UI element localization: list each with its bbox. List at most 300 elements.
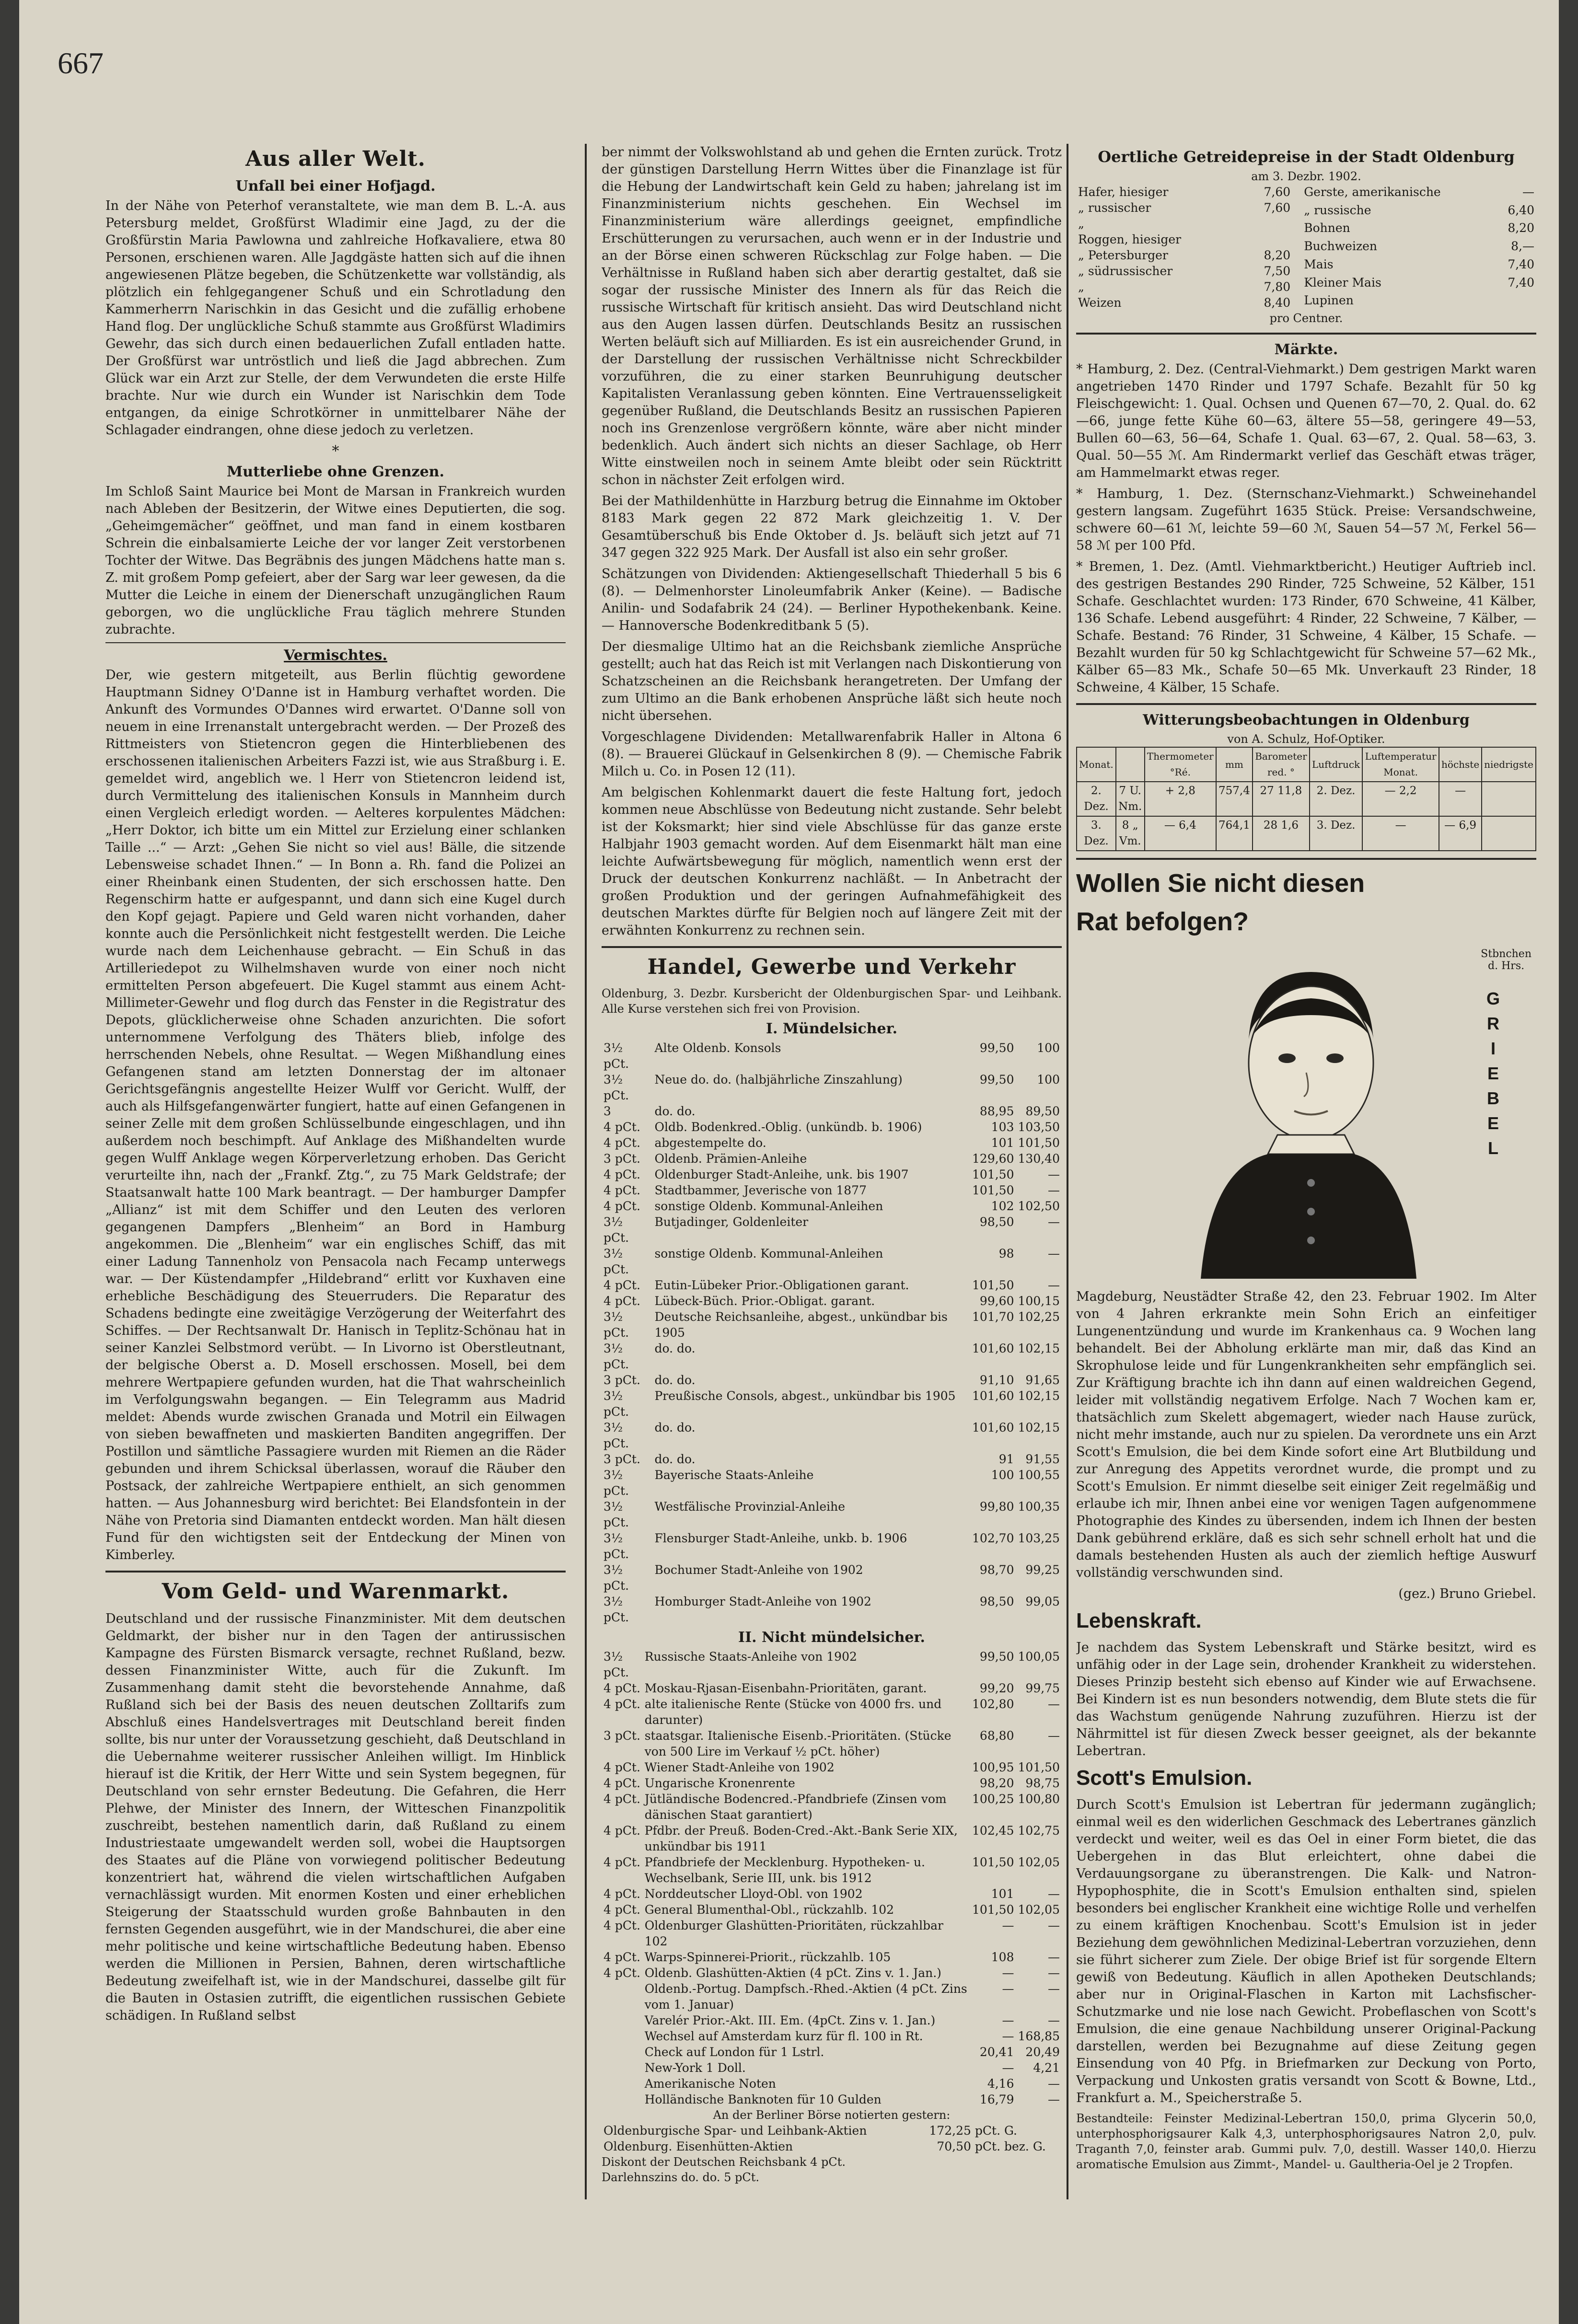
kurs-row-cell: 3½ pCt. (603, 1650, 629, 1679)
kurs-row-cell (602, 2060, 643, 2076)
weather-header-cell: Thermometer °Ré. (1145, 747, 1216, 782)
weather-header-cell: Luftdruck (1310, 747, 1362, 782)
kurs-row (602, 1167, 1062, 1182)
article-text: Der diesmalige Ultimo hat an die Reichsbank ziemliche Ansprüche gestellt; auch hat das Reich ist mit Verlangen nach Diskontierung von Schatzscheinen an die Reichsbank herangetreten. Der Umfang der zum Ultimo an die Bank erhobenen Ansprüche läßt sich heute noch nicht übersehen. (602, 639, 1062, 723)
kurs-row-cell: — (1048, 2077, 1060, 2091)
kurs-row-cell: 98,20 (979, 1776, 1014, 1790)
weather-sub: von A. Schulz, Hof-Optiker. (1227, 732, 1385, 746)
kurs-row-cell: 99,05 (1025, 1595, 1060, 1608)
kurs-row-cell: 99,50 (979, 1650, 1014, 1664)
grain-row-cell: Weizen (1078, 296, 1122, 310)
kurs-row-cell: do. do. (654, 1373, 696, 1387)
kurs-row (602, 2012, 1062, 2028)
kurs-row (602, 1198, 1062, 1214)
boerse-row-cell: 172,25 (929, 2124, 971, 2138)
kurs-row-cell: 101,60 (972, 1341, 1014, 1355)
kurs-row-cell: Norddeutscher Lloyd-Obl. von 1902 (644, 1887, 863, 1901)
kurs-row-cell (602, 2028, 643, 2044)
grain-row-cell: „ Petersburger (1078, 248, 1168, 262)
kurs-row-cell: 100,25 (972, 1792, 1014, 1806)
weather-cell: — 6,9 (1439, 816, 1482, 851)
article-text: Am belgischen Kohlenmarkt dauert die feste Haltung fort, jedoch kommen neue Abschlüsse von Bedeutung nicht zustande. Sehr belebt ist der Koksmarkt; hier sind viele Abschlüsse für das ganze erste Halbjahr 1903 gemacht worden. Auf dem Eisenmarkt hält man eine leichte Aufwärtsbewegung für möglich, namentlich wenn erst der Druck der deutschen Konkurrenz nachläßt. — In Anbetracht der großen Produktion und der geringen Aufnahmefähigkeit des deutschen Marktes dürfte für Belgien noch auf längere Zeit mit der erwähnten Konkurrenz zu rechnen sein. (602, 785, 1062, 938)
kurs-row-cell: 3 pCt. (603, 1373, 640, 1387)
article-text: Bei der Mathildenhütte in Harzburg betrug die Einnahme im Oktober 8183 Mark gegen 22 872 Mark gleichzeitig 1. V. Der Gesamtüberschuß bis Ende Oktober d. Js. beläuft sich jetzt auf 71 347 gegen 322 925 Mark. Der Ausfall ist also ein sehr großer. (602, 494, 1062, 560)
boerse-row (602, 2139, 1062, 2154)
kurs-row-cell: 102,80 (972, 1697, 1014, 1711)
griebel-letter: L (1488, 1138, 1498, 1158)
divider (1076, 333, 1536, 335)
grain-row-cell: „ russischer (1078, 201, 1151, 215)
grain-row-cell (1244, 231, 1292, 247)
kurs-row (602, 2076, 1062, 2092)
grain-row-cell: 8,20 (1508, 221, 1534, 235)
kurs-row-cell: 3 (603, 1104, 611, 1118)
separator: * (332, 443, 339, 460)
kurs-row (602, 1854, 1062, 1886)
kurs-row (602, 1594, 1062, 1625)
diskont-line: Diskont der Deutschen Reichsbank 4 pCt. (602, 2155, 846, 2169)
grain-row (1302, 256, 1536, 275)
kurs-row (602, 1420, 1062, 1451)
kurs-row-cell: 100,55 (1018, 1468, 1060, 1482)
divider (602, 946, 1062, 948)
kurs-row-cell: 101,50 (972, 1183, 1014, 1197)
kurs-row (602, 1680, 1062, 1696)
kurs-row-cell: 4 pCt. (603, 1183, 640, 1197)
kurs-row-cell: 20,41 (979, 2045, 1014, 2059)
kurs-row-cell: 91,65 (1025, 1373, 1060, 1387)
darlehn-line: Darlehnszins do. do. 5 pCt. (602, 2171, 760, 2184)
griebel-letter: R (1487, 1014, 1499, 1033)
column-divider (585, 144, 587, 2199)
kurs-row-cell: 99,60 (979, 1294, 1014, 1308)
kurs-row (602, 1103, 1062, 1119)
photo-caption-line-2: d. Hrs. (1488, 960, 1525, 972)
kurs-row-cell: 100,80 (1018, 1792, 1060, 1806)
kurs-row-cell: 3½ pCt. (603, 1041, 629, 1071)
article-text: Im Schloß Saint Maurice bei Mont de Marsan in Frankreich wurden nach Ableben der Besitzerin, der Witwe eines Deputierten, die sog. „Geheimgemächer“ geöffnet, und man fand in einem kostbaren Schrein die einbalsamierte Leiche der vor langer Zeit verstorbenen Tochter der Witwe. Das Begräbnis des jungen Mädchens hatte man s. Z. mit großem Pomp gefeiert, aber der Sarg war leer gewesen, da die Mutter die Leiche in einem der Dienerschaft unzugänglichen Raum geborgen, wo die unglückliche Frau täglich mehrere Stunden zubrachte. (105, 484, 566, 637)
kurs-row-cell: 102,70 (972, 1531, 1014, 1545)
grain-row-cell: Mais (1304, 257, 1334, 271)
kurs-row (602, 1214, 1062, 1246)
kurs-row-cell: — (1048, 1183, 1060, 1197)
kurs-row-cell: — (1048, 1887, 1060, 1901)
kurs-row-cell (602, 2012, 643, 2028)
getreide-heading: Oertliche Getreidepreise in der Stadt Oldenburg (1098, 148, 1515, 166)
kurs-row-cell: 102,75 (1018, 1824, 1060, 1838)
weather-header-cell: niedrigste (1482, 747, 1536, 782)
kurs-row-cell: Oldenburger Glashütten-Prioritäten, rückzahlbar 102 (644, 1919, 943, 1948)
grain-row-cell (1244, 216, 1292, 231)
kurs-row-cell: 101 (991, 1887, 1014, 1901)
weather-header-cell: mm (1216, 747, 1253, 782)
kurs-row-cell: New-York 1 Doll. (644, 2061, 746, 2075)
weather-cell: + 2,8 (1145, 782, 1216, 816)
kurs-row-cell: — (1002, 2061, 1014, 2075)
column-2 (602, 144, 1062, 2185)
kurs-row-cell: 101,50 (972, 1278, 1014, 1292)
kurs-row-cell: 4,21 (1033, 2061, 1060, 2075)
kurs-row-cell: — (1048, 2013, 1060, 2027)
kurs-row-cell: Stadtbammer, Jeverische von 1877 (654, 1183, 867, 1197)
kurs-row (602, 1372, 1062, 1388)
grain-row-cell: 7,50 (1264, 264, 1291, 278)
kurs-row-cell: 4 pCt. (603, 1681, 640, 1695)
scott-text: Durch Scott's Emulsion ist Lebertran für jedermann zugänglich; einmal weil es den widerlichen Geschmack des Lebertranes gänzlich verdeckt und weiter, weil es das Oel in einer Form bietet, die das Uebergehen in das Blut erleichtert, ohne dabei die Verdauungsorgane zu überanstrengen. Die Kalk- und Natron-Hypophosphite, die in Scott's Emulsion enthalten sind, spielen besonders bei englischer Krankheit eine wichtige Rolle und verhelfen zu einem kräftigen Knochenbau. Scott's Emulsion ist in jeder Beziehung dem gewöhnlichen Medizinal-Lebertran vorzuziehen, denn sie führt sicherer zum Ziele. Der obige Brief ist für sorgende Eltern gewiß von Bedeutung. Käuflich in allen Apotheken Deutschlands; aber nur in Original-Flaschen in Karton mit Lachsfischer-Schutzmarke und nie lose nach Gewicht. Probeflaschen von Scott's Emulsion, die eine genaue Nachbildung unserer Original-Packung darstellen, werden bei Bezugnahme auf diese Zeitung gegen Einsendung von 40 Pfg. in Briefmarken zur Deckung von Porto, Verpackung und Unkosten gratis versandt von Scott & Bowne, Ltd., Frankfurt a. M., Speicherstraße 5. (1076, 1797, 1536, 2105)
photo-caption (1481, 948, 1532, 972)
kurs-row (602, 1981, 1062, 2012)
kurs-table-3 (602, 2123, 1062, 2154)
boerse-label: An der Berliner Börse notierten gestern: (713, 2108, 951, 2122)
column-1 (105, 144, 566, 2028)
article-subtitle: Mutterliebe ohne Grenzen. (227, 463, 444, 480)
kurs-row-cell: 101 (991, 1136, 1014, 1150)
ad-letter-text: Magdeburg, Neustädter Straße 42, den 23. Februar 1902. Im Alter von 4 Jahren erkrankte mein Sohn Erich an einfeitiger Lungenentzündung und wurde im Krankenhaus ca. 9 Wochen lang behandelt. Bei der Abholung erklärte man mir, daß das Kind an Skrophulose leide und für Lungenkrankheiten sehr empfänglich sei. Zur Kräftigung brachte ich ihn dann auf einen waldreichen Gegend, leider mit vollständig negativem Erfolge. Nach 7 Wochen kam er, thatsächlich zum Skelett abgemagert, wieder nach Hause zurück, nicht mehr imstande, auch nur zu spielen. Da verordnete uns ein Arzt Scott's Emulsion, die bei dem Kinde sofort eine Art Blutbildung und zur Anregung des Appetits verordnet wurde, die prompt und zu Scott's Emulsion. Er nimmt dieselbe seit einiger Zeit regelmäßig und erlaube ich mir, Ihnen anbei eine vor wenigen Tagen aufgenommene Photographie des Kindes zu übersenden, indem ich Ihnen der besten Dank gebührend erkläre, daß es sich sehr schnell erholt hat und die damals bestehenden Husten als auch der ziemlich heftige Auswurf vollständig verschwunden sind. (1076, 1289, 1536, 1580)
kurs-row (602, 1246, 1062, 1277)
kurs-row-cell: 4 pCt. (603, 1294, 640, 1308)
kurs-row-cell: 3½ pCt. (603, 1531, 629, 1561)
kurs-row-cell: 91,55 (1025, 1452, 1060, 1466)
kurs-row-cell: Bochumer Stadt-Anleihe von 1902 (654, 1563, 863, 1577)
kurs-row-cell: Westfälische Provinzial-Anleihe (654, 1500, 845, 1514)
kurs-row-cell: Wechsel auf Amsterdam kurz für fl. 100 in Rt. (644, 2029, 923, 2043)
kurs-row-cell: — (1048, 1919, 1060, 1932)
kurs-row-cell: Holländische Banknoten für 10 Gulden (644, 2093, 882, 2106)
market-report: * Hamburg, 1. Dez. (Sternschanz-Viehmarkt.) Schweinehandel gestern langsam. Zugeführt 1635 Stück. Preise: Versandschweine, schwere 60—61 ℳ, leichte 59—60 ℳ, Sauen 54—57 ℳ, Ferkel 56—58 ℳ per 100 Pfd. (1076, 486, 1536, 553)
kurs-row-cell: 3½ pCt. (603, 1389, 629, 1419)
grain-row (1302, 292, 1536, 311)
grain-row (1076, 295, 1292, 311)
kurs-row-cell: 98,50 (979, 1215, 1014, 1229)
weather-cell: 27 11,8 (1253, 782, 1310, 816)
weather-cell: 764,1 (1216, 816, 1253, 851)
grain-row (1302, 275, 1536, 293)
grain-row-cell: Gerste, amerikanische (1304, 185, 1441, 199)
kurs-row-cell: 129,60 (972, 1152, 1014, 1166)
kurs-row-cell: 3 pCt. (603, 1452, 640, 1466)
kurs-row-cell: 98 (998, 1247, 1014, 1260)
ad-photo-area (1076, 943, 1536, 1288)
kurs-row-cell: 100 (1037, 1041, 1060, 1055)
boerse-row-cell: pCt. bez. G. (975, 2139, 1046, 2153)
grain-row-cell: Hafer, hiesiger (1078, 185, 1169, 199)
kurs-row-cell: 108 (991, 1950, 1014, 1964)
kurs-row (602, 1562, 1062, 1594)
kurs-row-cell: 89,50 (1025, 1104, 1060, 1118)
grain-right-table (1302, 184, 1536, 311)
kurs-row-cell: — (1048, 1729, 1060, 1743)
kurs-row (602, 1791, 1062, 1823)
kurs-row (602, 1277, 1062, 1293)
kurs-row-cell: do. do. (654, 1341, 696, 1355)
article-text: Deutschland und der russische Finanzminister. Mit dem deutschen Geldmarkt, der bisher nur in den Tagen der antirussischen Kampagne des Fürsten Bismarck versagte, rechnet Rußland, bezw. dessen Finanzminister Witte, auch für die Zukunft. Im Zusammenhang damit steht die bevorstehende Annahme, daß Rußland sich bei der Basis des neuen deutschen Zolltarifs zum Abschluß eines Handelsvertrages mit Deutschland bereit finden sollte, bis nur unter der Voraussetzung geschieht, daß Deutschland in die Uebernahme weiterer russischer Anleihen willigt. Im Hinblick hierauf ist die Kritik, der Herr Witte und sein System begegnen, für Deutschland von sehr ernster Bedeutung. Die Gefahren, die Herr Plehwe, der Minister des Innern, der Witteschen Finanzpolitik zuschreibt, bestehen namentlich darin, daß Rußland zu einem Industriestaate umgewandelt werden soll, wobei die Hauptsorgen des Staates auf die Pläne von vorwiegend politischer Bedeutung konzentriert hat, während die vielen wirtschaftlichen Aufgaben vernachlässigt wurden. Mit enormen Kosten und einer erheblichen Steigerung der Staatsschuld wurden große Bahnbauten in den fernsten Gegenden ausgeführt, wie in der Mandschurei, die aber eine mehr politische und keine wirtschaftliche Bedeutung haben. Ebenso werden die Millionen in Persien, Bahnen, deren wirtschaftliche Bedeutung zweifelhaft ist, wie in der Mandschurei, dasselbe gilt für die Bauten in Ostasien zutrifft, die eigentlichen russischen Gebiete schädigen. In Rußland selbst (105, 1611, 566, 2023)
kurs-row (602, 1775, 1062, 1791)
kurs-row-cell: Homburger Stadt-Anleihe von 1902 (654, 1595, 871, 1608)
kurs-row-cell: — (1048, 1966, 1060, 1980)
weather-cell: 757,4 (1216, 782, 1253, 816)
kurs-row-cell: Oldenb. Glashütten-Aktien (4 pCt. Zins v. 1. Jan.) (644, 1966, 941, 1980)
getreide-date: am 3. Dezbr. 1902. (1251, 170, 1361, 183)
lebenskraft-title: Lebenskraft. (1076, 1609, 1202, 1632)
grain-row-cell: 7,60 (1264, 185, 1291, 199)
section-heading-handel: Handel, Gewerbe und Verkehr (647, 955, 1016, 979)
boerse-row-cell: 70,50 (937, 2139, 971, 2153)
kurs-row-cell: 3 pCt. (603, 1152, 640, 1166)
grain-row-cell: „ (1078, 217, 1084, 231)
grain-row (1076, 200, 1292, 216)
kurs-row-cell (602, 2092, 643, 2107)
kurs-row-cell (602, 1981, 643, 2012)
photo-caption-line-1: Stbnchen (1481, 948, 1532, 960)
column-3 (1076, 144, 1536, 2176)
weather-cell: 3. Dez. (1077, 816, 1116, 851)
kurs-row-cell: — (1002, 1966, 1014, 1980)
kurs-row-cell: 3½ pCt. (603, 1341, 629, 1371)
kurs-row-cell: 4 pCt. (603, 1168, 640, 1181)
kurs-row-cell: Russische Staats-Anleihe von 1902 (644, 1650, 857, 1664)
weather-heading: Witterungsbeobachtungen in Oldenburg (1143, 712, 1470, 728)
kurs-row-cell: 103,25 (1018, 1531, 1060, 1545)
kurs-row-cell: — (1048, 2093, 1060, 2106)
kurs-row-cell: — (1048, 1982, 1060, 1996)
kurs-row-cell: 100 (991, 1468, 1014, 1482)
boerse-row-cell: Oldenburgische Spar- und Leihbank-Aktien (603, 2124, 867, 2138)
kurs-row (602, 2044, 1062, 2060)
grain-price-tables (1076, 184, 1536, 311)
kurs-row (602, 1040, 1062, 1072)
divider (105, 1571, 566, 1572)
weather-cell: 8 „ Vm. (1116, 816, 1145, 851)
kurs-row-cell: 130,40 (1018, 1152, 1060, 1166)
grain-row (1302, 202, 1536, 220)
kurs-row-cell: 101,50 (972, 1903, 1014, 1917)
kurs-row-cell: 103 (991, 1120, 1014, 1134)
kurs-row-cell: 3½ pCt. (603, 1563, 629, 1593)
grain-row-cell: Kleiner Mais (1304, 275, 1381, 289)
kurs-row (602, 1649, 1062, 1680)
griebel-letter: E (1487, 1113, 1499, 1133)
kurs-row-cell: 3½ pCt. (603, 1310, 629, 1340)
kurs-row-cell: Deutsche Reichsanleihe, abgest., unkündbar bis 1905 (654, 1310, 948, 1340)
kurs-row-cell: 4 pCt. (603, 1120, 640, 1134)
kurs-row (602, 1728, 1062, 1759)
kurs-row-cell: 3½ pCt. (603, 1215, 629, 1245)
kurs-row-cell: 4 pCt. (603, 1824, 640, 1838)
kurs-row-cell: Amerikanische Noten (644, 2077, 776, 2091)
kurs-row-cell: 4 pCt. (603, 1776, 640, 1790)
weather-header-cell (1116, 747, 1145, 782)
kurs-row-cell: General Blumenthal-Obl., rückzahlb. 102 (644, 1903, 894, 1917)
griebel-letter: G (1486, 989, 1500, 1008)
kurs-row-cell: 4 pCt. (603, 1887, 640, 1901)
boerse-row-cell: Oldenburg. Eisenhütten-Aktien (603, 2139, 793, 2153)
kurs-row-cell: 101,70 (972, 1310, 1014, 1324)
grain-row-cell: Lupinen (1304, 293, 1354, 308)
kurs-row-cell: 99,80 (979, 1500, 1014, 1514)
weather-cell: — 2,2 (1362, 782, 1439, 816)
grain-row-cell: 8,40 (1264, 296, 1291, 310)
kurs-row-cell: 99,50 (979, 1073, 1014, 1087)
kurs-row-cell (602, 2076, 643, 2092)
article-text: Vorgeschlagene Dividenden: Metallwarenfabrik Haller in Altona 6 (8). — Brauerei Glückauf in Gelsenkirchen 8 (9). — Chemische Fabrik Milch u. Co. in Posen 12 (11). (602, 729, 1062, 779)
kurs-row (602, 1072, 1062, 1103)
kurs-row-cell: 68,80 (979, 1729, 1014, 1743)
kurs-row (602, 1823, 1062, 1854)
ad-title-line-1: Wollen Sie nicht diesen (1076, 869, 1365, 898)
section-heading-vermischtes: Vermischtes. (284, 647, 387, 664)
griebel-letter: I (1490, 1039, 1496, 1058)
kurs-row-cell: Oldenb. Prämien-Anleihe (654, 1152, 807, 1166)
kurs-row-cell: Check auf London für 1 Lstrl. (644, 2045, 824, 2059)
kurs-row-cell: do. do. (654, 1421, 696, 1434)
kurs-row (602, 1341, 1062, 1372)
kurs-row (602, 1949, 1062, 1965)
kurs-row-cell: 102,50 (1018, 1199, 1060, 1213)
section-heading-aus-aller-welt: Aus aller Welt. (245, 147, 426, 171)
kurs-row (602, 1902, 1062, 1918)
kurs-row-cell: 91 (998, 1452, 1014, 1466)
kursbericht-intro: Oldenburg, 3. Dezbr. Kursbericht der Oldenburgischen Spar- und Leihbank. Alle Kurse verstehen sich frei von Provision. (602, 987, 1062, 1016)
kurs-row-cell: 99,25 (1025, 1563, 1060, 1577)
weather-cell (1482, 816, 1536, 851)
kurs-row-cell: 102,15 (1018, 1389, 1060, 1403)
divider (1076, 703, 1536, 705)
per-centner: pro Centner. (1269, 312, 1343, 325)
maerkte-heading: Märkte. (1274, 341, 1338, 358)
kurs-row-cell: Preußische Consols, abgest., unkündbar bis 1905 (654, 1389, 956, 1403)
kurs-row-cell: 98,50 (979, 1595, 1014, 1608)
kurs-row-cell: 4 pCt. (603, 1950, 640, 1964)
kurs-row-cell: 100,15 (1018, 1294, 1060, 1308)
kurs-row (602, 1451, 1062, 1467)
kurs-row-cell: — (1002, 1982, 1014, 1996)
scott-title: Scott's Emulsion. (1076, 1766, 1253, 1790)
kurs-row-cell: 102,15 (1018, 1421, 1060, 1434)
kurs-row (602, 1696, 1062, 1728)
kurs-row-cell: 3½ pCt. (603, 1421, 629, 1450)
kurs-row-cell: 100 (1037, 1073, 1060, 1087)
kurs-row-cell: alte italienische Rente (Stücke von 4000 frs. und darunter) (644, 1697, 942, 1727)
kurs-row-cell: do. do. (654, 1104, 696, 1118)
weather-row (1077, 782, 1536, 816)
kurs-row (602, 1530, 1062, 1562)
kurs-row-cell: Oldenburger Stadt-Anleihe, unk. bis 1907 (654, 1168, 909, 1181)
table-section-title: II. Nicht mündelsicher. (738, 1629, 925, 1646)
kurs-row-cell: 3½ pCt. (603, 1500, 629, 1529)
kurs-row (602, 1119, 1062, 1135)
kurs-row-cell: — (1002, 2029, 1014, 2043)
kurs-row-cell: 101,50 (972, 1168, 1014, 1181)
kurs-row-cell: 4 pCt. (603, 1966, 640, 1980)
kurs-row-cell: 100,35 (1018, 1500, 1060, 1514)
weather-cell: 2. Dez. (1310, 782, 1362, 816)
kurs-row-cell: — (1002, 1919, 1014, 1932)
boerse-row-cell: pCt. G. (975, 2124, 1017, 2138)
market-report: * Bremen, 1. Dez. (Amtl. Viehmarktbericht.) Heutiger Auftrieb incl. des gestrigen Bestandes 290 Rinder, 725 Schweine, 52 Kälber, 151 Schafe. Geschlachtet wurden: 173 Rinder, 670 Schweine, 41 Kälber, 136 Schafe. Lebend ausgeführt: 4 Rinder, 22 Schweine, 7 Kälber, — Schafe. Bestand: 76 Rinder, 31 Schweine, 4 Kälber, 15 Schafe. — Bezahlt wurden für 50 kg Schlachtgewicht für Schweine 57—62 Mk., Kälber 65—83 Mk., Schafe 50—65 Mk. Unverkauft 23 Rinder, 18 Schweine, 4 Kälber, 15 Schafe. (1076, 559, 1536, 695)
kurs-row-cell: 103,50 (1018, 1120, 1060, 1134)
grain-row-cell: 6,40 (1508, 203, 1534, 217)
kurs-row-cell: Oldenb.-Portug. Dampfsch.-Rhed.-Aktien (4 pCt. Zins vom 1. Januar) (644, 1982, 967, 2012)
grain-row (1302, 184, 1536, 202)
kurs-row-cell: Bayerische Staats-Anleihe (654, 1468, 814, 1482)
kurs-row-cell: — (1048, 1168, 1060, 1181)
scott-ingredients: Bestandteile: Feinster Medizinal-Lebertran 150,0, prima Glycerin 50,0, unterphosphorigsaurer Kalk 4,3, unterphosphorigsaures Natron 2,0, pulv. Traganth 7,0, feinster arab. Gummi pulv. 7,0, destill. Wasser 140,0. Hierzu aromatische Emulsion aus Zimmt-, Mandel- u. Gaultheria-Oel je 2 Tropfen. (1076, 2112, 1536, 2171)
divider (105, 642, 566, 643)
kurs-row-cell: 4,16 (987, 2077, 1014, 2091)
kurs-row-cell: Moskau-Rjasan-Eisenbahn-Prioritäten, garant. (644, 1681, 927, 1695)
kurs-row-cell: 4 pCt. (603, 1199, 640, 1213)
grain-row-cell: 7,60 (1264, 201, 1291, 215)
grain-row-cell: „ (1078, 280, 1084, 294)
grain-row-cell: 7,80 (1264, 280, 1291, 294)
kurs-row-cell: 101,60 (972, 1389, 1014, 1403)
grain-row (1076, 216, 1292, 231)
grain-row (1302, 220, 1536, 238)
kurs-row (602, 2092, 1062, 2107)
kurs-row-cell: — (1048, 1950, 1060, 1964)
kurs-row-cell: Lübeck-Büch. Prior.-Obligat. garant. (654, 1294, 875, 1308)
kurs-row-cell: 168,85 (1018, 2029, 1060, 2043)
kurs-row-cell: 4 pCt. (603, 1919, 640, 1932)
griebel-vertical-name (1484, 986, 1503, 1161)
grain-row-cell: „ südrussischer (1078, 264, 1173, 278)
grain-row-cell: Roggen, hiesiger (1078, 232, 1182, 246)
kurs-row-cell: Butjadinger, Goldenleiter (654, 1215, 809, 1229)
kurs-row-cell: Eutin-Lübeker Prior.-Obligationen garant. (654, 1278, 909, 1292)
kurs-row-cell: 102,15 (1018, 1341, 1060, 1355)
kurs-row-cell: 101,60 (972, 1421, 1014, 1434)
kurs-row-cell: 16,79 (979, 2093, 1014, 2106)
kurs-row-cell: Jütländische Bodencred.-Pfandbriefe (Zinsen vom dänischen Staat garantiert) (644, 1792, 947, 1822)
kurs-row-cell: 100,05 (1018, 1650, 1060, 1664)
grain-row-cell: Bohnen (1304, 221, 1350, 235)
grain-row-cell: 7,40 (1508, 275, 1534, 289)
newspaper-page (19, 0, 1559, 2324)
market-report: * Hamburg, 2. Dez. (Central-Viehmarkt.) Dem gestrigen Markt waren angetrieben 1470 Rinder und 1797 Schafe. Bezahlt für 50 kg Fleischgewicht: 1. Qual. Ochsen und Quenen 67—70, 2. Qual. do. 62—66, junge fette Kühe 60—63, ältere 55—58, geringere 49—53, Bullen 60—63, 56—64, Schafe 1. Qual. 63—67, 2. Qual. 58—63, 3. Qual. 50—55 ℳ. Am Rindermarkt verlief das Geschäft etwas träger, am Hammelmarkt etwas reger. (1076, 362, 1536, 480)
kurs-row-cell: abgestempelte do. (654, 1136, 766, 1150)
kurs-table-2 (602, 1649, 1062, 2107)
lebenskraft-text: Je nachdem das System Lebenskraft und Stärke besitzt, wird es unfähig oder in der Lage sein, drohender Krankheit zu widerstehen. Dieses Prinzip besteht sich ebenso auf Kinder wie auf Erwachsene. Bei Kindern ist es nun besonders notwendig, dem Blute stets die für das Wachstum genügende Nahrung zuzuführen. Hierzu ist der Nährmittel ist für diesen Zweck besser geeignet, als der bekannte Lebertran. (1076, 1640, 1536, 1758)
article-text: Der, wie gestern mitgeteilt, aus Berlin flüchtig gewordene Hauptmann Sidney O'Danne ist in Hamburg verhaftet worden. Die Ankunft des Vormundes O'Dannes wird erwartet. O'Danne soll von neuem in eine Irrenanstalt untergebracht werden. — Der Prozeß des Rittmeisters von Stietencron gegen die Hinterbliebenen des erschossenen italienischen Arbeiters Fazzi ist, wie aus Straßburg i. E. gemeldet wird, angeblich we. l Herr von Stietencron leidend ist, durch Vermittelung des italienischen Konsuls in Mannheim durch einen Vergleich erledigt worden. — Aelteres korpulentes Mädchen: „Herr Doktor, ich bitte um ein Mittel zur Erzielung einer schlanken Taille ...“ — Arzt: „Gehen Sie nicht so viel aus! Bälle, die sitzende Lebensweise schadet Ihnen.“ — In Bonn a. Rh. fand die Polizei an einer Rheinbank einen Studenten, der sich erschossen hatte. Den Regenschirm hatte er aufgespannt, und dann sich eine Kugel durch den Kopf gejagt. Papiere und Geld waren nicht vorhanden, daher konnte auch die Persönlichkeit nicht festgestellt werden. Die Leiche wurde nach dem Leichenhause gebracht. — Ein Schuß in das Artilleriedepot zu Wilhelmshaven wurde von einer noch nicht ermittelten Person abgefeuert. Die Kugel stammt aus einem Acht-Millimeter-Gewehr und flog durch das Fenster in die Registratur des Depots, glücklicherweise ohne Schaden anzurichten. Die sofort unternommene Verfolgung des Thäters blieb, infolge des herrschenden Nebels, ohne Resultat. — Wegen Mißhandlung eines Gefangenen stand am letzten Donnerstag der im altonaer Gerichtsgefängnis angestellte Heizer Wulff vor Gericht. Wulff, der auch als Hilfsgefangenwärter fungiert, hatte auf einen Gefangenen in seiner Zelle mit dem großen Schlüsselbunde eingeschlagen, und ihn außerdem noch beschimpft. Auf Anklage des Mißhandelten wurde gegen Wulff Anklage wegen Körperverletzung erhoben. Das Gericht verurteilte ihn, nach der „Frankf. Ztg.“, zu 75 Mark Geldstrafe; der Staatsanwalt hatte 100 Mark beantragt. — Der hamburger Dampfer „Allianz“ ist mit dem Schiffer und den Leuten des verloren gegangenen Dampfers „Blenheim“ an Bord in Hamburg angekommen. Die „Blenheim“ war ein englisches Schiff, das mit einer Ladung Tannenholz von Pensacola nach Fecamp unterwegs war. — Der Küstendampfer „Hildebrand“ erlitt vor Kuxhaven eine erhebliche Beschädigung des Steuerruders. Die Reparatur des Schadens bedingte eine zweitägige Verzögerung der Weiterfahrt des Schiffes. — Der Rechtsanwalt Dr. Hanisch in Teplitz-Schönau hat in seiner Kanzlei Selbstmord verübt. — In Livorno ist Oberstleutnant, der belgische Oberst a. D. Mosell erschossen. Mosell, bei dem mehrere Wertpapiere gefunden wurden, hat die That wahrscheinlich im Verfolgungswahn begangen. — Ein Telegramm aus Madrid meldet: Abends wurde zwischen Granada und Motril ein Eilwagen von sieben bewaffneten und maskierten Banditen angegriffen. Der Postillon und sämtliche Passagiere wurden mit Riemen an die Räder gebunden und ihrem Schicksal überlassen, worauf die Räuber den Postsack, der zahlreiche Wertpapiere enthielt, an sich genommen hatten. — Aus Johannesburg wird berichtet: Bei Elandsfontein in der Nähe von Pretoria sind Diamanten entdeckt worden. Man hält diesen Fund für den wichtigsten seit der Entdeckung der Minen von Kimberley. (105, 668, 566, 1562)
article-text: In der Nähe von Peterhof veranstaltete, wie man dem B. L.-A. aus Petersburg meldet, Großfürst Wladimir eine Jagd, zu der die Großfürstin Maria Pawlowna und zahlreiche Hofkavaliere, etwa 80 Personen, erschienen waren. Alle Jagdgäste hatten sich auf die ihnen angewiesenen Plätze begeben, die Schützenkette war vollständig, als plötzlich ein fehlgegangener Schuß und ein Schrotladung den Kammerherrn Narischkin in das Gesicht und die zufällig erhobene Hand flog. Der unglückliche Schuß stammte aus Großfürst Wladimirs Gewehr, das sich durch einen bedauerlichen Zufall entladen hatte. Der Großfürst war untröstlich und ließ die Jagd abbrechen. Zum Glück war ein Arzt zur Stelle, der dem Verwundeten die erste Hilfe brachte. Nur wie durch ein Wunder ist Narischkin dem Tode entgangen, da einige Schrotkörner in unmittelbarer Nähe der Schlagader eindrangen, ohne diese jedoch zu verletzen. (105, 198, 566, 438)
grain-left-table (1076, 184, 1292, 311)
kurs-row-cell: Flensburger Stadt-Anleihe, unkb. b. 1906 (654, 1531, 907, 1545)
kurs-row-cell: Pfdbr. der Preuß. Boden-Cred.-Akt.-Bank Serie XIX, unkündbar bis 1911 (644, 1824, 958, 1853)
section-heading-geld-warenmarkt: Vom Geld- und Warenmarkt. (162, 1579, 510, 1604)
kurs-row-cell: 99,50 (979, 1041, 1014, 1055)
kurs-row-cell: 101,50 (1018, 1760, 1060, 1774)
kurs-row (602, 1918, 1062, 1949)
kurs-row (602, 1886, 1062, 1902)
kurs-row-cell: 99,20 (979, 1681, 1014, 1695)
divider (1076, 858, 1536, 860)
kurs-row-cell: — (1048, 1215, 1060, 1229)
griebel-letter: E (1487, 1064, 1499, 1083)
kurs-row-cell: Oldb. Bodenkred.-Oblig. (unkündb. b. 1906) (654, 1120, 922, 1134)
kurs-row-cell: Wiener Stadt-Anleihe von 1902 (644, 1760, 835, 1774)
kurs-row (602, 1467, 1062, 1499)
kurs-row-cell: sonstige Oldenb. Kommunal-Anleihen (654, 1199, 883, 1213)
kurs-row-cell: 3½ pCt. (603, 1595, 629, 1624)
kurs-row-cell: — (1048, 1247, 1060, 1260)
kurs-row-cell: 98,75 (1025, 1776, 1060, 1790)
kurs-row-cell: 100,95 (972, 1760, 1014, 1774)
kurs-row-cell: 3½ pCt. (603, 1073, 629, 1102)
griebel-letter: B (1487, 1088, 1499, 1108)
kurs-row-cell: staatsgar. Italienische Eisenb.-Prioritäten. (Stücke von 500 Lire im Verkauf ½ pCt. höher) (644, 1729, 951, 1758)
ad-title-line-2: Rat befolgen? (1076, 907, 1249, 936)
weather-header-cell: Luftemperatur Monat. (1362, 747, 1439, 782)
